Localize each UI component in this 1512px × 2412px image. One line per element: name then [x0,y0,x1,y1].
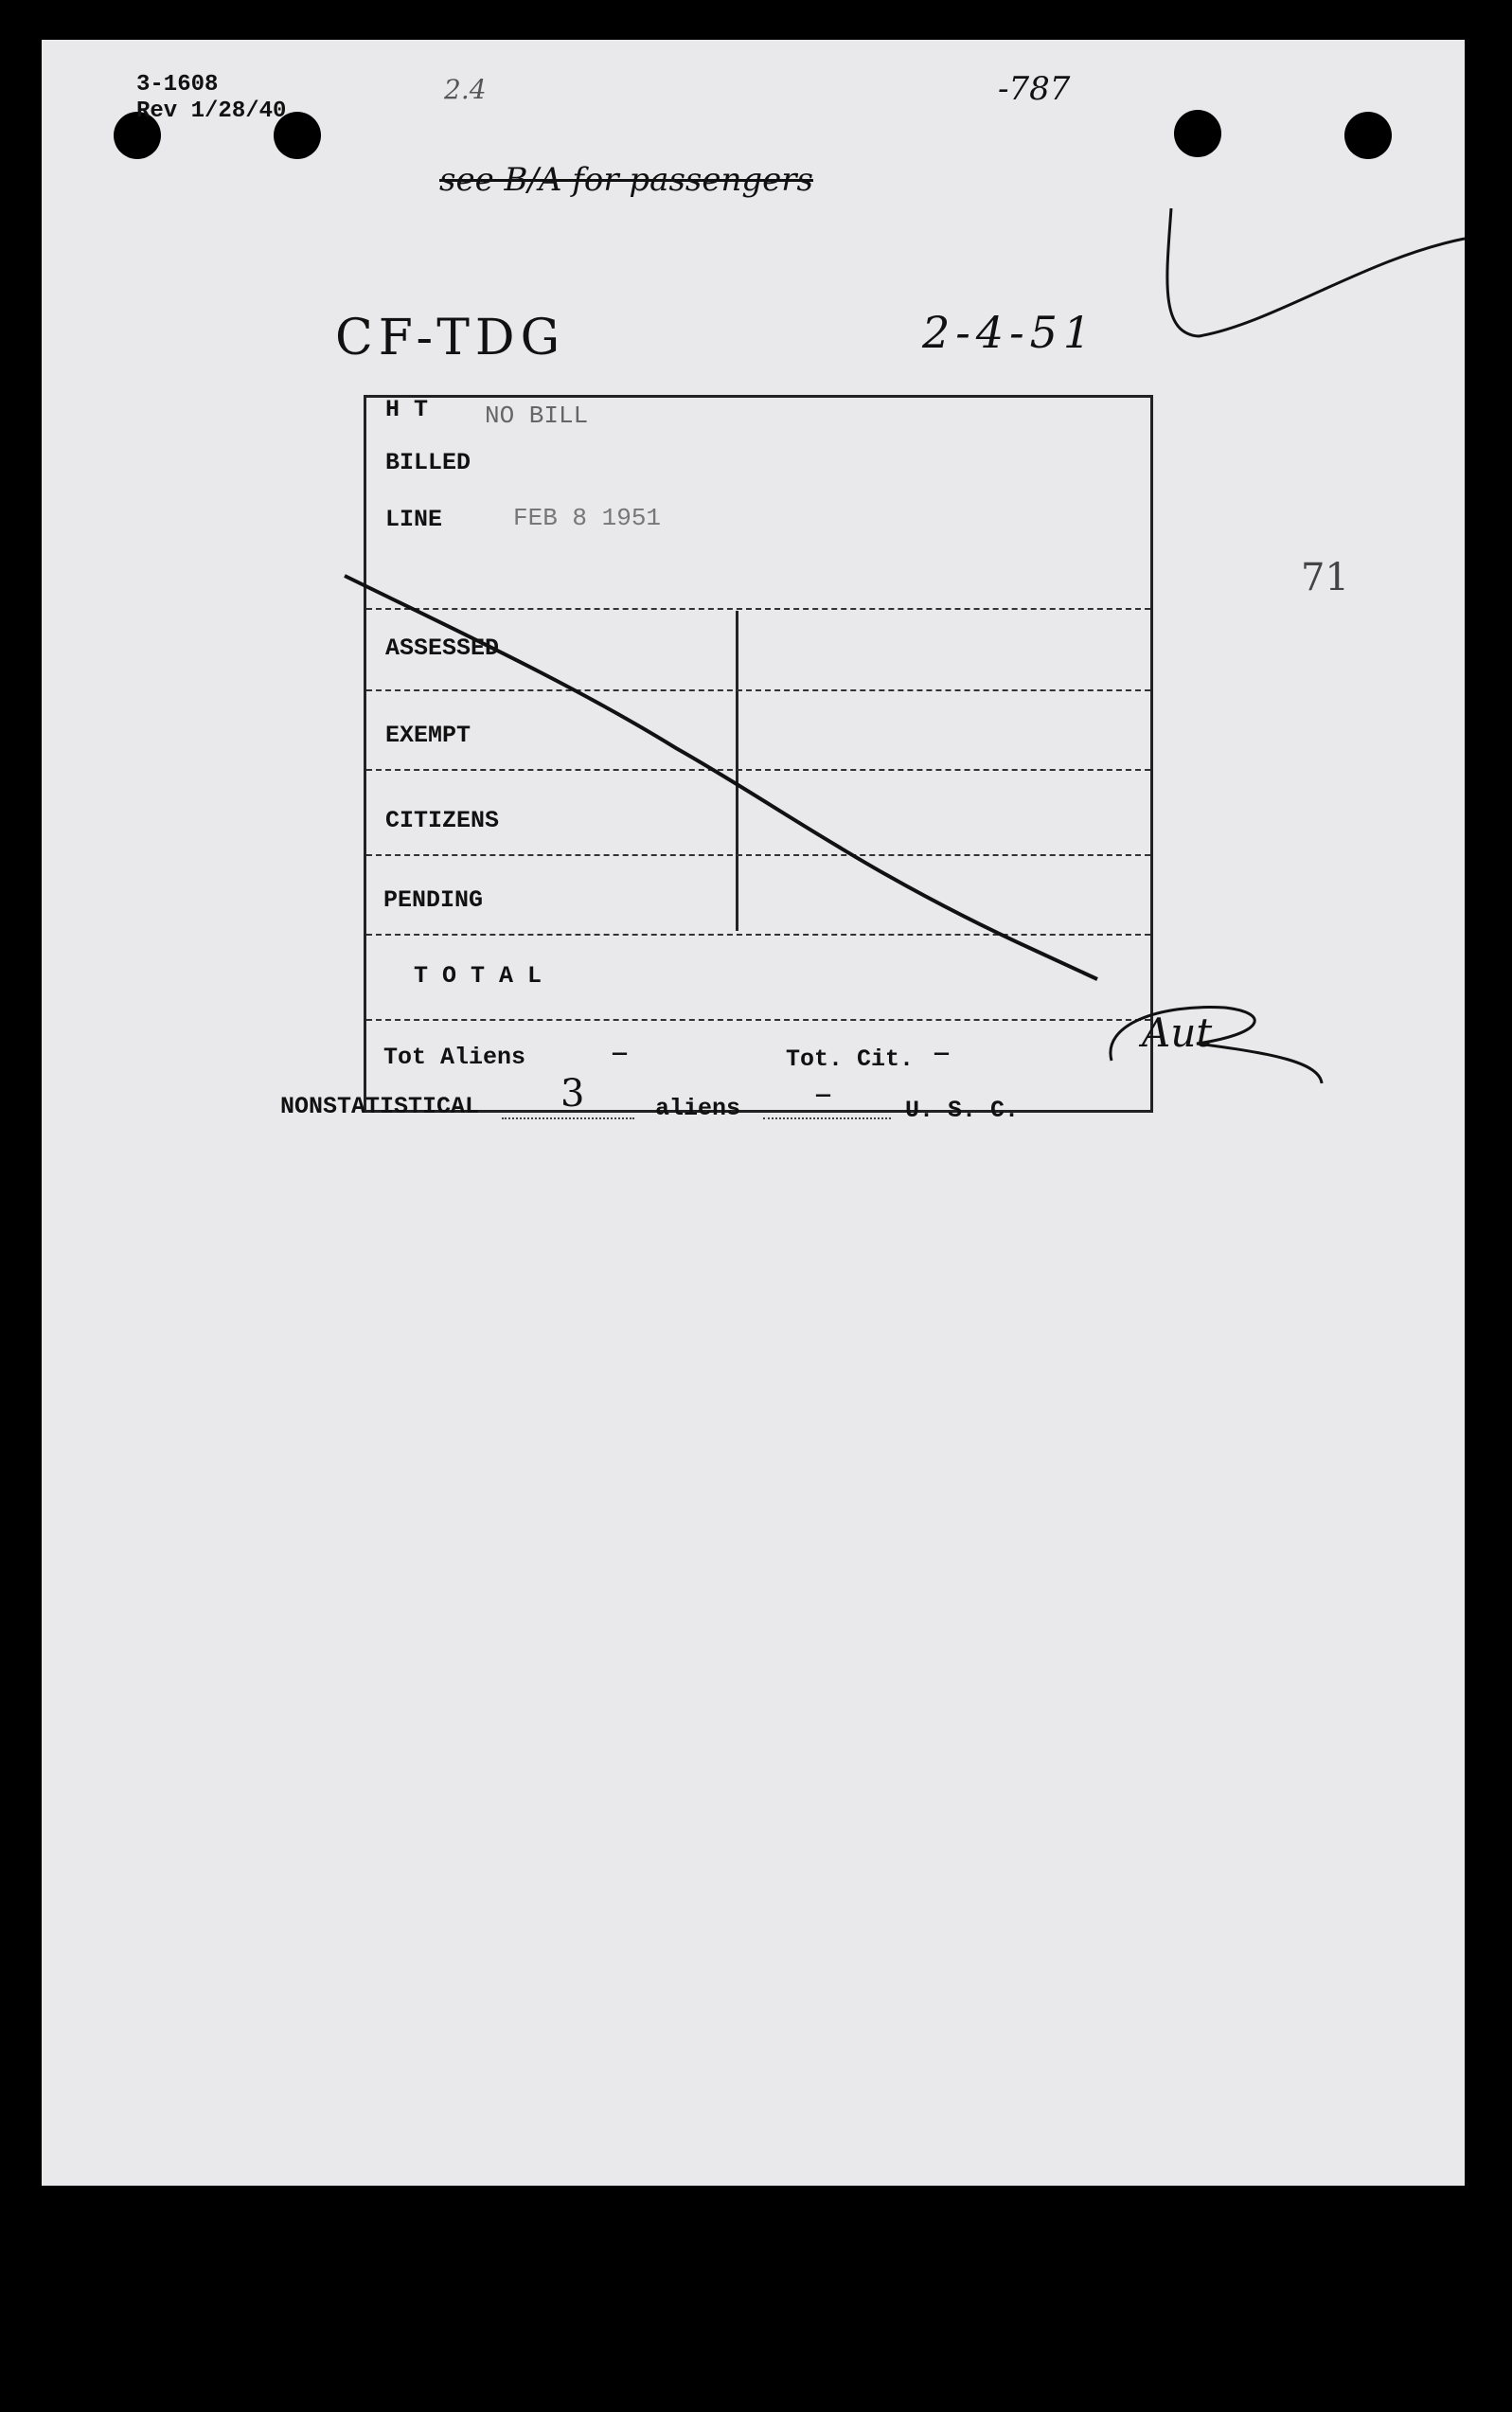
usc-label: U. S. C. [905,1097,1020,1124]
cancel-diagonal-stroke [345,576,1097,979]
billed-label: BILLED [385,449,471,476]
aliens-label: aliens [655,1095,741,1122]
handwritten-initials: Aut [1142,1009,1213,1056]
pen-strokes [42,40,1465,2186]
pending-label: PENDING [383,886,484,914]
ht-label: H T [385,396,429,423]
assessed-label: ASSESSED [385,634,500,662]
initials-flourish [1111,1008,1322,1083]
no-bill-stamp: NO BILL [485,402,589,430]
nonstatistical-label: NONSTATISTICAL [280,1093,480,1120]
tot-cit-value: — [934,1040,950,1067]
struck-note: see B/A for passengers [439,161,813,199]
usc-value: — [816,1081,831,1109]
tot-aliens-value: — [613,1040,628,1067]
tot-aliens-label: Tot Aliens [383,1044,526,1071]
tot-cit-label: Tot. Cit. [786,1045,915,1073]
exempt-label: EXEMPT [385,722,471,749]
line-label: LINE [385,506,443,533]
document-page [42,40,1465,2186]
check-mark-stroke [1167,208,1465,336]
total-label: T O T A L [414,962,543,990]
side-number: 71 [1301,556,1349,599]
date-stamp: FEB 8 1951 [513,504,662,532]
top-note: 2.4 [444,74,487,105]
handwritten-code: CF-TDG [335,310,566,366]
handwritten-date: 2-4-51 [922,307,1097,358]
form-number: 3-1608 [136,72,219,98]
nonstat-aliens-value: 3 [560,1072,585,1116]
form-revision: Rev 1/28/40 [136,98,287,124]
citizens-label: CITIZENS [385,807,500,834]
top-note: -787 [998,70,1071,108]
